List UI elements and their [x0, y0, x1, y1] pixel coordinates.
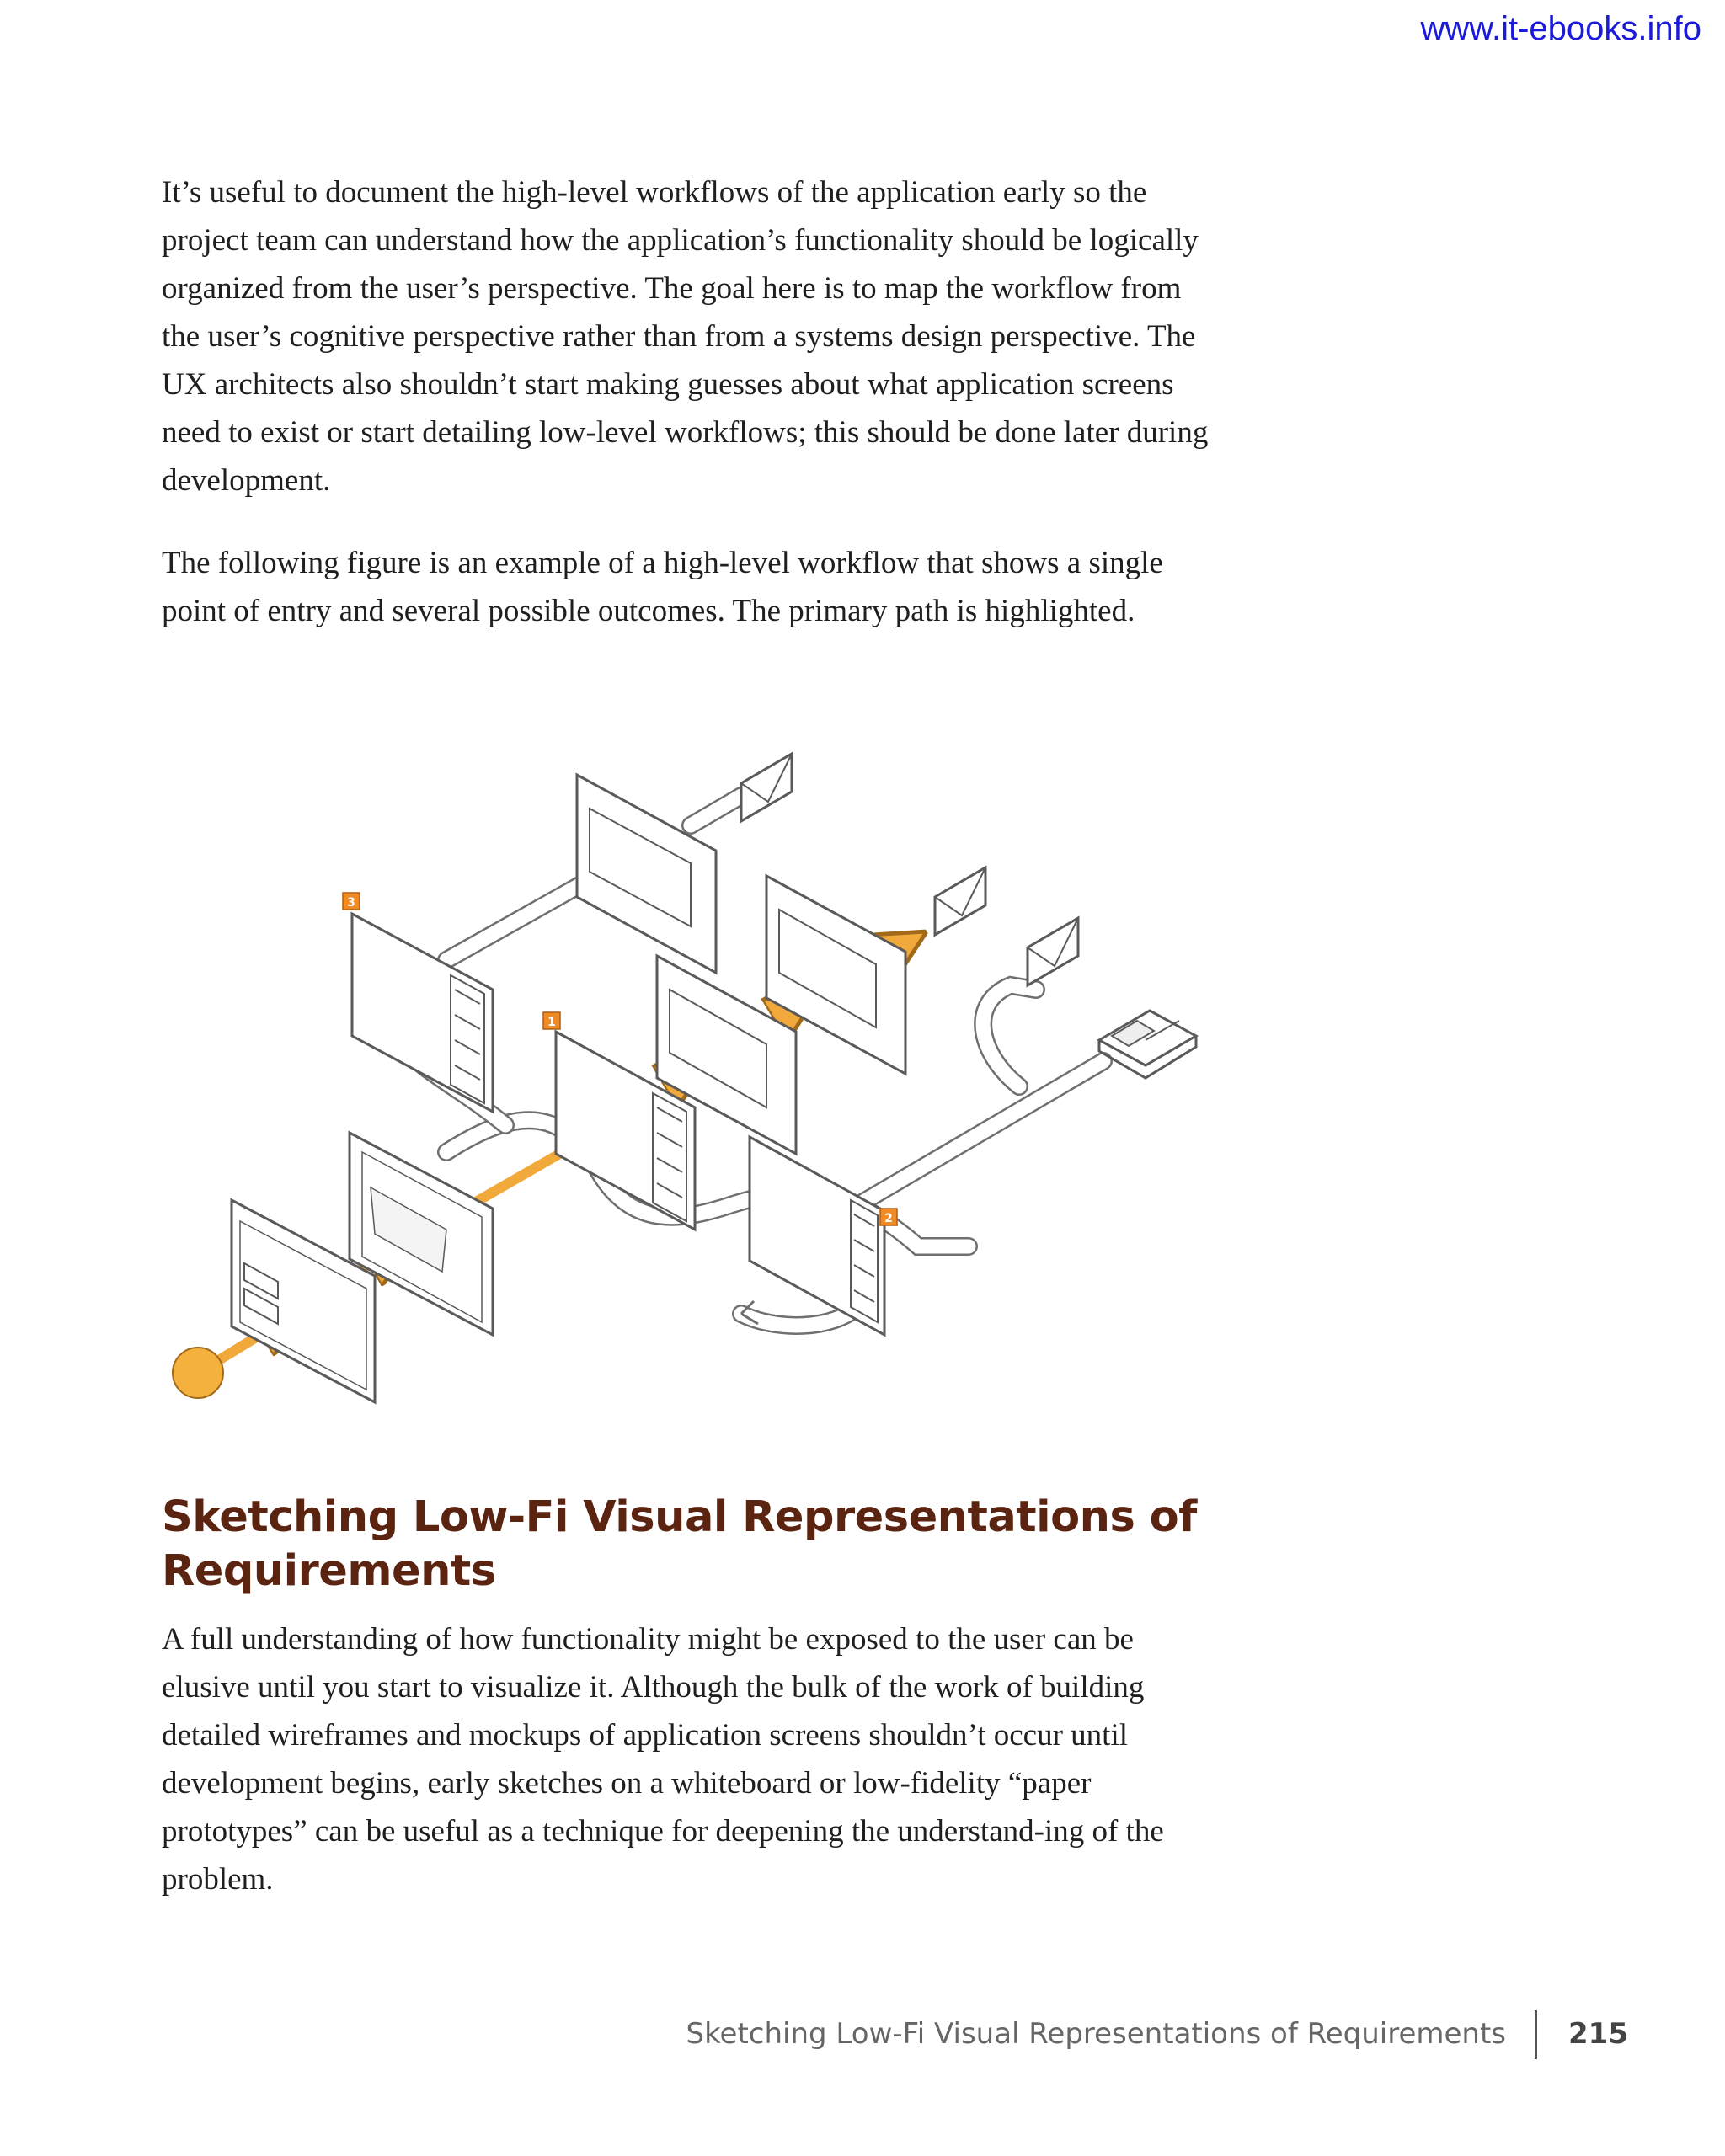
body-paragraph-3: A full understanding of how functionality might be exposed to the user can be elusive until you start to visualize it. Although the bulk of the work of building detailed wireframes and mockups of application screens shouldn’t occur until development begins, early sketches on a whiteboard or low-fidelity “paper prototypes” can be useful as a technique for deepening the understand-ing of the problem. [162, 1622, 1164, 1897]
badge-3 [343, 893, 360, 910]
envelope-icon [1028, 918, 1078, 985]
telephone-icon [1099, 1011, 1196, 1078]
body-paragraph-2: The following figure is an example of a high-level workflow that shows a single point of entry and several possible outcomes. The primary path is highlighted. [162, 546, 1163, 628]
entry-circle-icon [173, 1348, 223, 1398]
badge-1-label: 1 [547, 1016, 556, 1029]
page-number: 215 [1568, 2017, 1628, 2051]
watermark-link[interactable]: www.it-ebooks.info [1420, 10, 1701, 47]
page-footer [0, 2017, 1725, 2068]
screen-panels [232, 775, 905, 1402]
body-paragraph-1: It’s useful to document the high-level workflows of the application early so the project team can understand how the application’s functionality should be logically organized from the user’s perspective. The goal here is to map the workflow from the user’s cognitive perspective rather than from a systems design perspective. The UX architects also shouldn’t start making guesses about what application screens need to exist or start detailing low-level workflows; this should be done later during development. [162, 175, 1209, 498]
envelope-icon [935, 867, 985, 935]
section-heading: Sketching Low-Fi Visual Representations of Requirements [162, 1492, 1197, 1596]
envelope-icon [741, 754, 792, 821]
badge-2-label: 2 [884, 1212, 893, 1225]
badge-1 [543, 1012, 560, 1029]
badge-2 [880, 1209, 897, 1225]
footer-divider [1535, 2010, 1537, 2059]
workflow-figure [160, 750, 1221, 1415]
footer-title: Sketching Low-Fi Visual Representations of Requirements [686, 2017, 1506, 2051]
badge-3-label: 3 [347, 896, 355, 910]
